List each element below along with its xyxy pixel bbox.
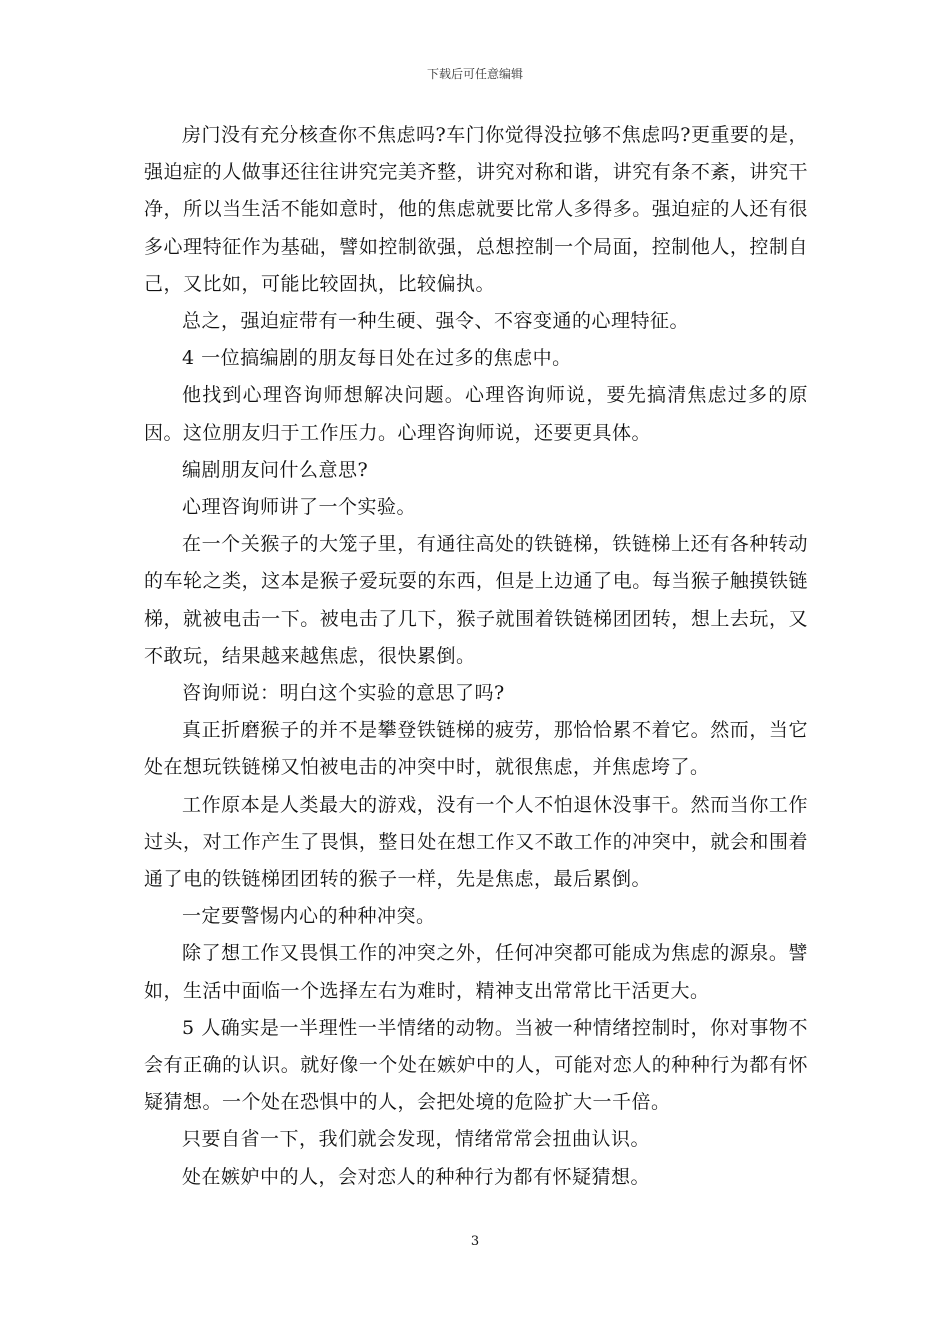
paragraph-8: 咨询师说：明白这个实验的意思了吗? <box>182 682 505 705</box>
paragraph-7: 在一个关猴子的大笼子里，有通往高处的铁链梯，铁链梯上还有各种转动的车轮之类，这本是猴子爱玩耍的东西，但是上边通了电。每当猴子触摸铁链梯，就被电击一下。被电击了几下，猴子就围着铁链梯团团转，想上去玩，又不敢玩，结果越来越焦虑，很快累倒。 <box>144 533 808 667</box>
paragraph-13: 5 人确实是一半理性一半情绪的动物。当被一种情绪控制时，你对事物不会有正确的认识。就好像一个处在嫉妒中的人，可能对恋人的种种行为都有怀疑猜想。一个处在恐惧中的人，会把处境的危险扩大一千倍。 <box>144 1016 808 1114</box>
paragraph-3: 4 一位搞编剧的朋友每日处在过多的焦虑中。 <box>182 347 572 370</box>
paragraph-2: 总之，强迫症带有一种生硬、强令、不容变通的心理特征。 <box>182 310 690 333</box>
paragraph-12: 除了想工作又畏惧工作的冲突之外，任何冲突都可能成为焦虑的源泉。譬如，生活中面临一个选择左右为难时，精神支出常常比干活更大。 <box>144 942 808 1002</box>
paragraph-9: 真正折磨猴子的并不是攀登铁链梯的疲劳，那恰恰累不着它。然而，当它处在想玩铁链梯又怕被电击的冲突中时，就很焦虑，并焦虑垮了。 <box>144 719 808 779</box>
page-header: 下载后可任意编辑 <box>426 67 523 81</box>
paragraph-6: 心理咨询师讲了一个实验。 <box>182 496 417 519</box>
document-body <box>144 117 808 1196</box>
paragraph-4: 他找到心理咨询师想解决问题。心理咨询师说，要先搞清焦虑过多的原因。这位朋友归于工作压力。心理咨询师说，还要更具体。 <box>144 384 808 444</box>
paragraph-14: 只要自省一下，我们就会发现，情绪常常会扭曲认识。 <box>182 1128 651 1151</box>
paragraph-15: 处在嫉妒中的人，会对恋人的种种行为都有怀疑猜想。 <box>182 1165 651 1188</box>
paragraph-10: 工作原本是人类最大的游戏，没有一个人不怕退休没事干。然而当你工作过头，对工作产生了畏惧，整日处在想工作又不敢工作的冲突中，就会和围着通了电的铁链梯团团转的猴子一样，先是焦虑，最后累倒。 <box>144 793 808 891</box>
paragraph-5: 编剧朋友问什么意思? <box>182 458 369 481</box>
page-number: 3 <box>470 1234 480 1249</box>
paragraph-11: 一定要警惕内心的种种冲突。 <box>182 905 436 928</box>
paragraph-1: 房门没有充分核查你不焦虑吗?车门你觉得没拉够不焦虑吗?更重要的是，强迫症的人做事还往往讲究完美齐整，讲究对称和谐，讲究有条不紊，讲究干净，所以当生活不能如意时，他的焦虑就要比常人多得多。强迫症的人还有很多心理特征作为基础，譬如控制欲强，总想控制一个局面，控制他人，控制自己，又比如，可能比较固执，比较偏执。 <box>144 124 808 295</box>
